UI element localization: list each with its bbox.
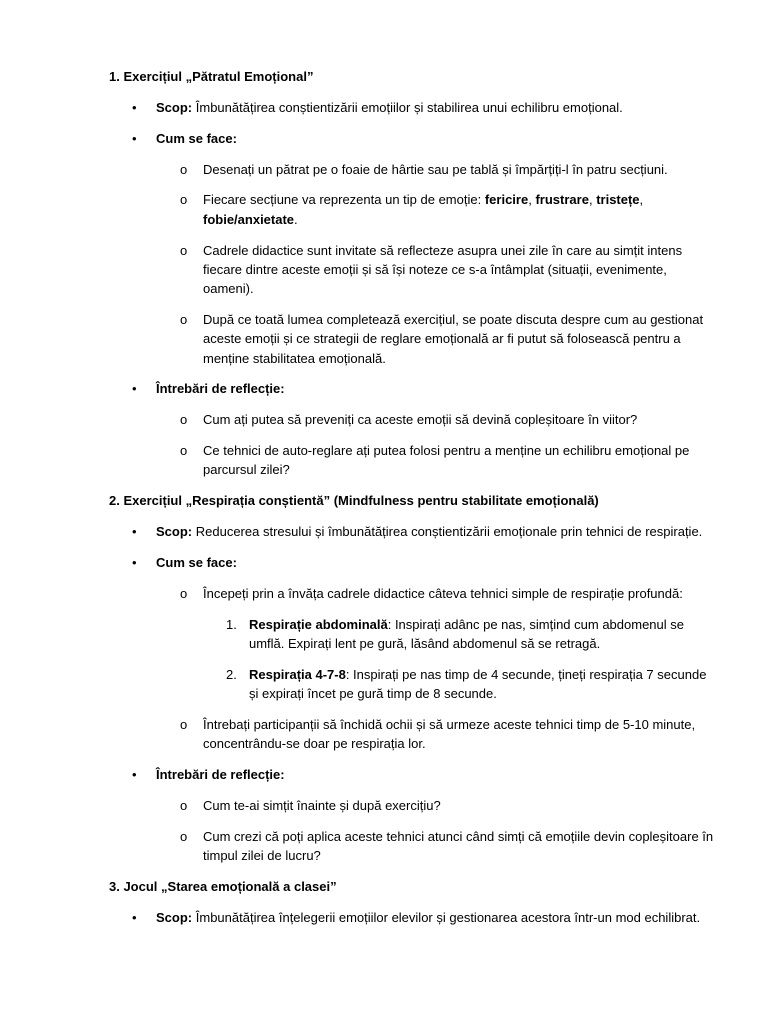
emotion-term: frustrare [535,192,589,208]
scop-item [0,522,768,541]
sub-bullet-marker: o [180,828,188,844]
sub-bullet-marker: o [180,161,188,177]
section-3 [0,877,768,927]
section-heading: 2. Exercițiul „Respirația conștientă” (Mindfulness pentru stabilitate emoțională) [109,493,599,509]
scop-item [0,908,768,927]
sub-bullet-marker: o [180,311,188,327]
how-to-item [0,129,768,148]
reflection-question [0,827,768,866]
scop-label: Scop: [156,99,193,115]
sub-bullet-marker: o [180,585,188,601]
technique-name: Respirație abdominală [249,616,388,632]
scop-text: Îmbunătățirea conștientizării emoțiilor și stabilirea unui echilibru emoțional. [195,99,623,115]
section-1 [0,67,768,480]
technique-name: Respirația 4-7-8 [249,666,346,682]
question-text: Cum ați putea să preveniți ca aceste emoții să devină copleșitoare în viitor? [203,412,638,428]
reflection-label: Întrebări de reflecție: [156,767,285,783]
step-item [0,715,768,754]
step-text: După ce toată lumea completează exercițiul, se poate discuta despre cum au gestionat aceste emoții și ce strategii de reglare emoțională ar fi putut să folosească pentru a menține stabilitatea emoțională. [203,311,704,366]
reflection-item [0,379,768,398]
step-text: Cadrele didactice sunt invitate să reflecteze asupra unei zile în care au simțit intens fiecare dintre aceste emoții și să își noteze ce s-a întâmplat (situații, evenimente, oameni). [203,242,683,297]
scop-text: Îmbunătățirea înțelegerii emoțiilor elevilor și gestionarea acestora într-un mod echilibrat. [195,909,701,925]
document-body [0,67,768,939]
step-item [0,190,768,229]
step-number: 1. [226,616,237,632]
scop-label: Scop: [156,524,193,540]
bullet-marker: • [132,524,137,540]
sub-bullet-marker: o [180,242,188,258]
reflection-label: Întrebări de reflecție: [156,381,285,397]
step-text: Începeți prin a învăța cadrele didactice câteva tehnici simple de respirație profundă: [203,585,683,601]
step-text: Desenați un pătrat pe o foaie de hârtie sau pe tablă și împărțiți-l în patru secțiuni. [203,161,668,177]
sub-bullet-marker: o [180,412,188,428]
sentence-end: . [294,211,298,227]
bullet-marker: • [132,99,137,115]
bullet-marker: • [132,381,137,397]
bullet-marker: • [132,767,137,783]
bullet-marker: • [132,554,137,570]
scop-item [0,98,768,117]
sub-bullet-marker: o [180,443,188,459]
emotion-term: tristețe [596,192,640,208]
separator: , [588,192,593,208]
numbered-step [0,665,768,704]
question-text: Ce tehnici de auto-reglare ați putea folosi pentru a menține un echilibru emoțional pe parcursul zilei? [203,443,690,478]
emotion-term: fericire [484,192,529,208]
reflection-question [0,796,768,815]
technique-description: : Inspirați pe nas timp de 4 secunde, țineți respirația 7 secunde și expirați încet pe gură timp de 8 secunde. [249,666,707,702]
step-item [0,241,768,299]
emotion-term: fobie/anxietate [203,211,295,227]
section-heading: 1. Exercițiul „Pătratul Emoțional” [109,69,314,84]
how-to-item [0,553,768,572]
step-text: Întrebați participanții să închidă ochii și să urmeze aceste tehnici timp de 5-10 minute, concentrându-se doar pe respirația lor. [203,716,696,752]
reflection-question [0,441,768,480]
sub-bullet-marker: o [180,192,188,208]
how-to-label: Cum se face: [156,554,237,570]
section-heading: 3. Jocul „Starea emoțională a clasei” [109,878,337,894]
separator: , [528,192,532,208]
step-item [0,160,768,179]
numbered-step [0,615,768,654]
sub-bullet-marker: o [180,797,188,813]
reflection-question [0,410,768,429]
bullet-marker: • [132,909,137,925]
step-item [0,310,768,368]
bullet-marker: • [132,130,137,146]
question-text: Cum te-ai simțit înainte și după exercițiu? [203,797,441,813]
step-text: Fiecare secțiune va reprezenta un tip de emoție: [203,192,482,208]
separator: , [639,192,644,208]
question-text: Cum crezi că poți aplica aceste tehnici atunci când simți că emoțiile devin copleșitoare în timpul zilei de lucru? [203,828,714,863]
sub-bullet-marker: o [180,716,188,732]
technique-description: : Inspirați adânc pe nas, simțind cum abdomenul se umflă. Expirați lent pe gură, lăsând abdomenul să se retragă. [249,616,684,651]
scop-text: Reducerea stresului și îmbunătățirea conștientizării emoționale prin tehnici de respirație. [195,524,703,540]
scop-label: Scop: [156,909,193,925]
section-2 [0,491,768,865]
how-to-label: Cum se face: [156,130,237,146]
step-number: 2. [226,666,237,682]
reflection-item [0,765,768,784]
step-item [0,584,768,603]
